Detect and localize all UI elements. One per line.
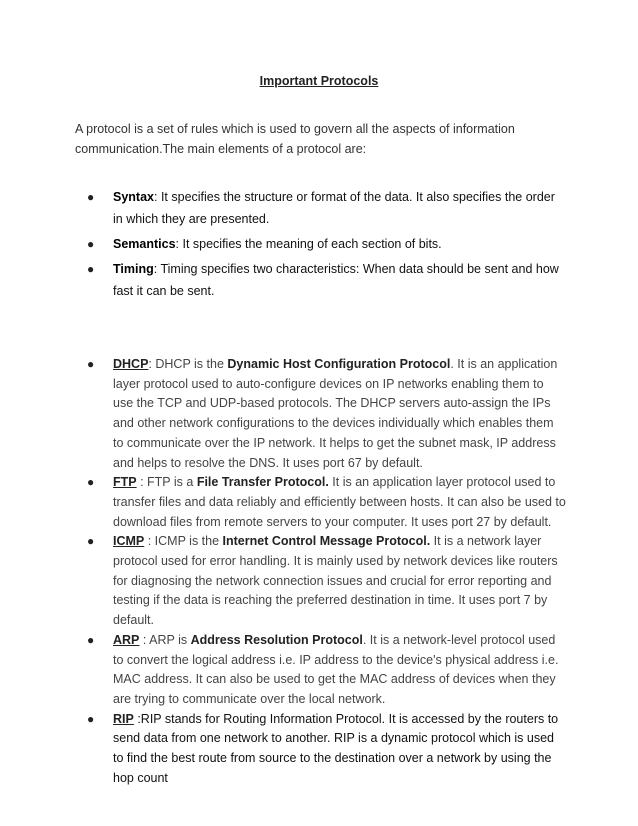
page-title: Important Protocols (259, 74, 379, 88)
protocol-full-name: File Transfer Protocol. (196, 475, 329, 490)
protocol-text: : ARP is (139, 632, 191, 647)
protocol-name-link[interactable]: DHCP (113, 357, 149, 371)
protocol-description: . It is a network-level protocol used to convert the logical address i.e. IP address to the device's physical address i.e. MAC address. It can also be used to get the MAC address of devices when they are trying to communicate over the local network. (113, 632, 559, 706)
protocol-elements-list (87, 186, 567, 305)
protocol-full-name: Internet Control Message Protocol. (222, 534, 431, 549)
bullet-icon: ● (87, 534, 95, 549)
element-description: : It specifies the meaning of each section of bits. (175, 237, 442, 251)
bullet-icon: ● (87, 711, 95, 726)
element-term: Syntax (113, 190, 154, 204)
element-description: : It specifies the structure or format of the data. It also specifies the order in which they are presented. (113, 190, 555, 226)
intro-paragraph: A protocol is a set of rules which is used to govern all the aspects of information communication.The main elements of a protocol are: (75, 122, 515, 156)
list-item (87, 355, 567, 473)
protocol-text: : ICMP is the (144, 534, 223, 549)
list-item (87, 710, 567, 789)
bullet-icon: ● (87, 632, 95, 647)
element-term: Timing (113, 262, 154, 276)
protocol-text: : FTP is a (136, 475, 197, 490)
list-item (87, 532, 567, 631)
protocol-full-name: Dynamic Host Configuration Protocol (227, 357, 451, 371)
bullet-icon: ● (87, 237, 95, 251)
list-item (87, 258, 567, 302)
bullet-icon: ● (87, 262, 95, 276)
element-term: Semantics (113, 237, 176, 251)
list-item (87, 233, 567, 255)
bullet-icon: ● (87, 190, 95, 204)
protocols-list (87, 355, 567, 788)
protocol-name-link[interactable]: ICMP (113, 534, 145, 549)
protocol-full-name: Address Resolution Protocol (190, 632, 363, 647)
protocol-text: :RIP stands for Routing Information Protocol. It is accessed by the routers to send data from one network to another. RIP is a dynamic protocol which is used to find the best route from source to the destination over a network by using the hop count (113, 711, 559, 785)
bullet-icon: ● (87, 475, 95, 490)
bullet-icon: ● (87, 357, 95, 371)
protocol-text: : DHCP is the (148, 357, 228, 371)
list-item (87, 631, 567, 710)
list-item (87, 186, 567, 230)
protocol-description: It is a network layer protocol used for error handling. It is mainly used by network devices like routers for diagnosing the network connection issues and crucial for error reporting and testing if the data is reaching the preferred destination in time. It uses port 7 by default. (113, 534, 558, 628)
protocol-name-link[interactable]: FTP (113, 475, 137, 490)
element-description: : Timing specifies two characteristics: When data should be sent and how fast it can be sent. (113, 262, 559, 298)
protocol-description: It is an application layer protocol used to transfer files and data reliably and efficiently between hosts. It can also be used to download files from remote servers to your computer. It uses port 27 by default. (113, 475, 566, 529)
protocol-name-link[interactable]: ARP (113, 632, 140, 647)
list-item (87, 473, 567, 532)
protocol-description: . It is an application layer protocol used to auto-configure devices on IP networks enabling them to use the TCP and UDP-based protocols. The DHCP servers auto-assign the IPs and other network configurations to the devices individually which enables them to communicate over the IP network. It helps to get the subnet mask, IP address and helps to resolve the DNS. It uses port 67 by default. (113, 357, 558, 470)
protocol-name-link[interactable]: RIP (113, 711, 134, 726)
